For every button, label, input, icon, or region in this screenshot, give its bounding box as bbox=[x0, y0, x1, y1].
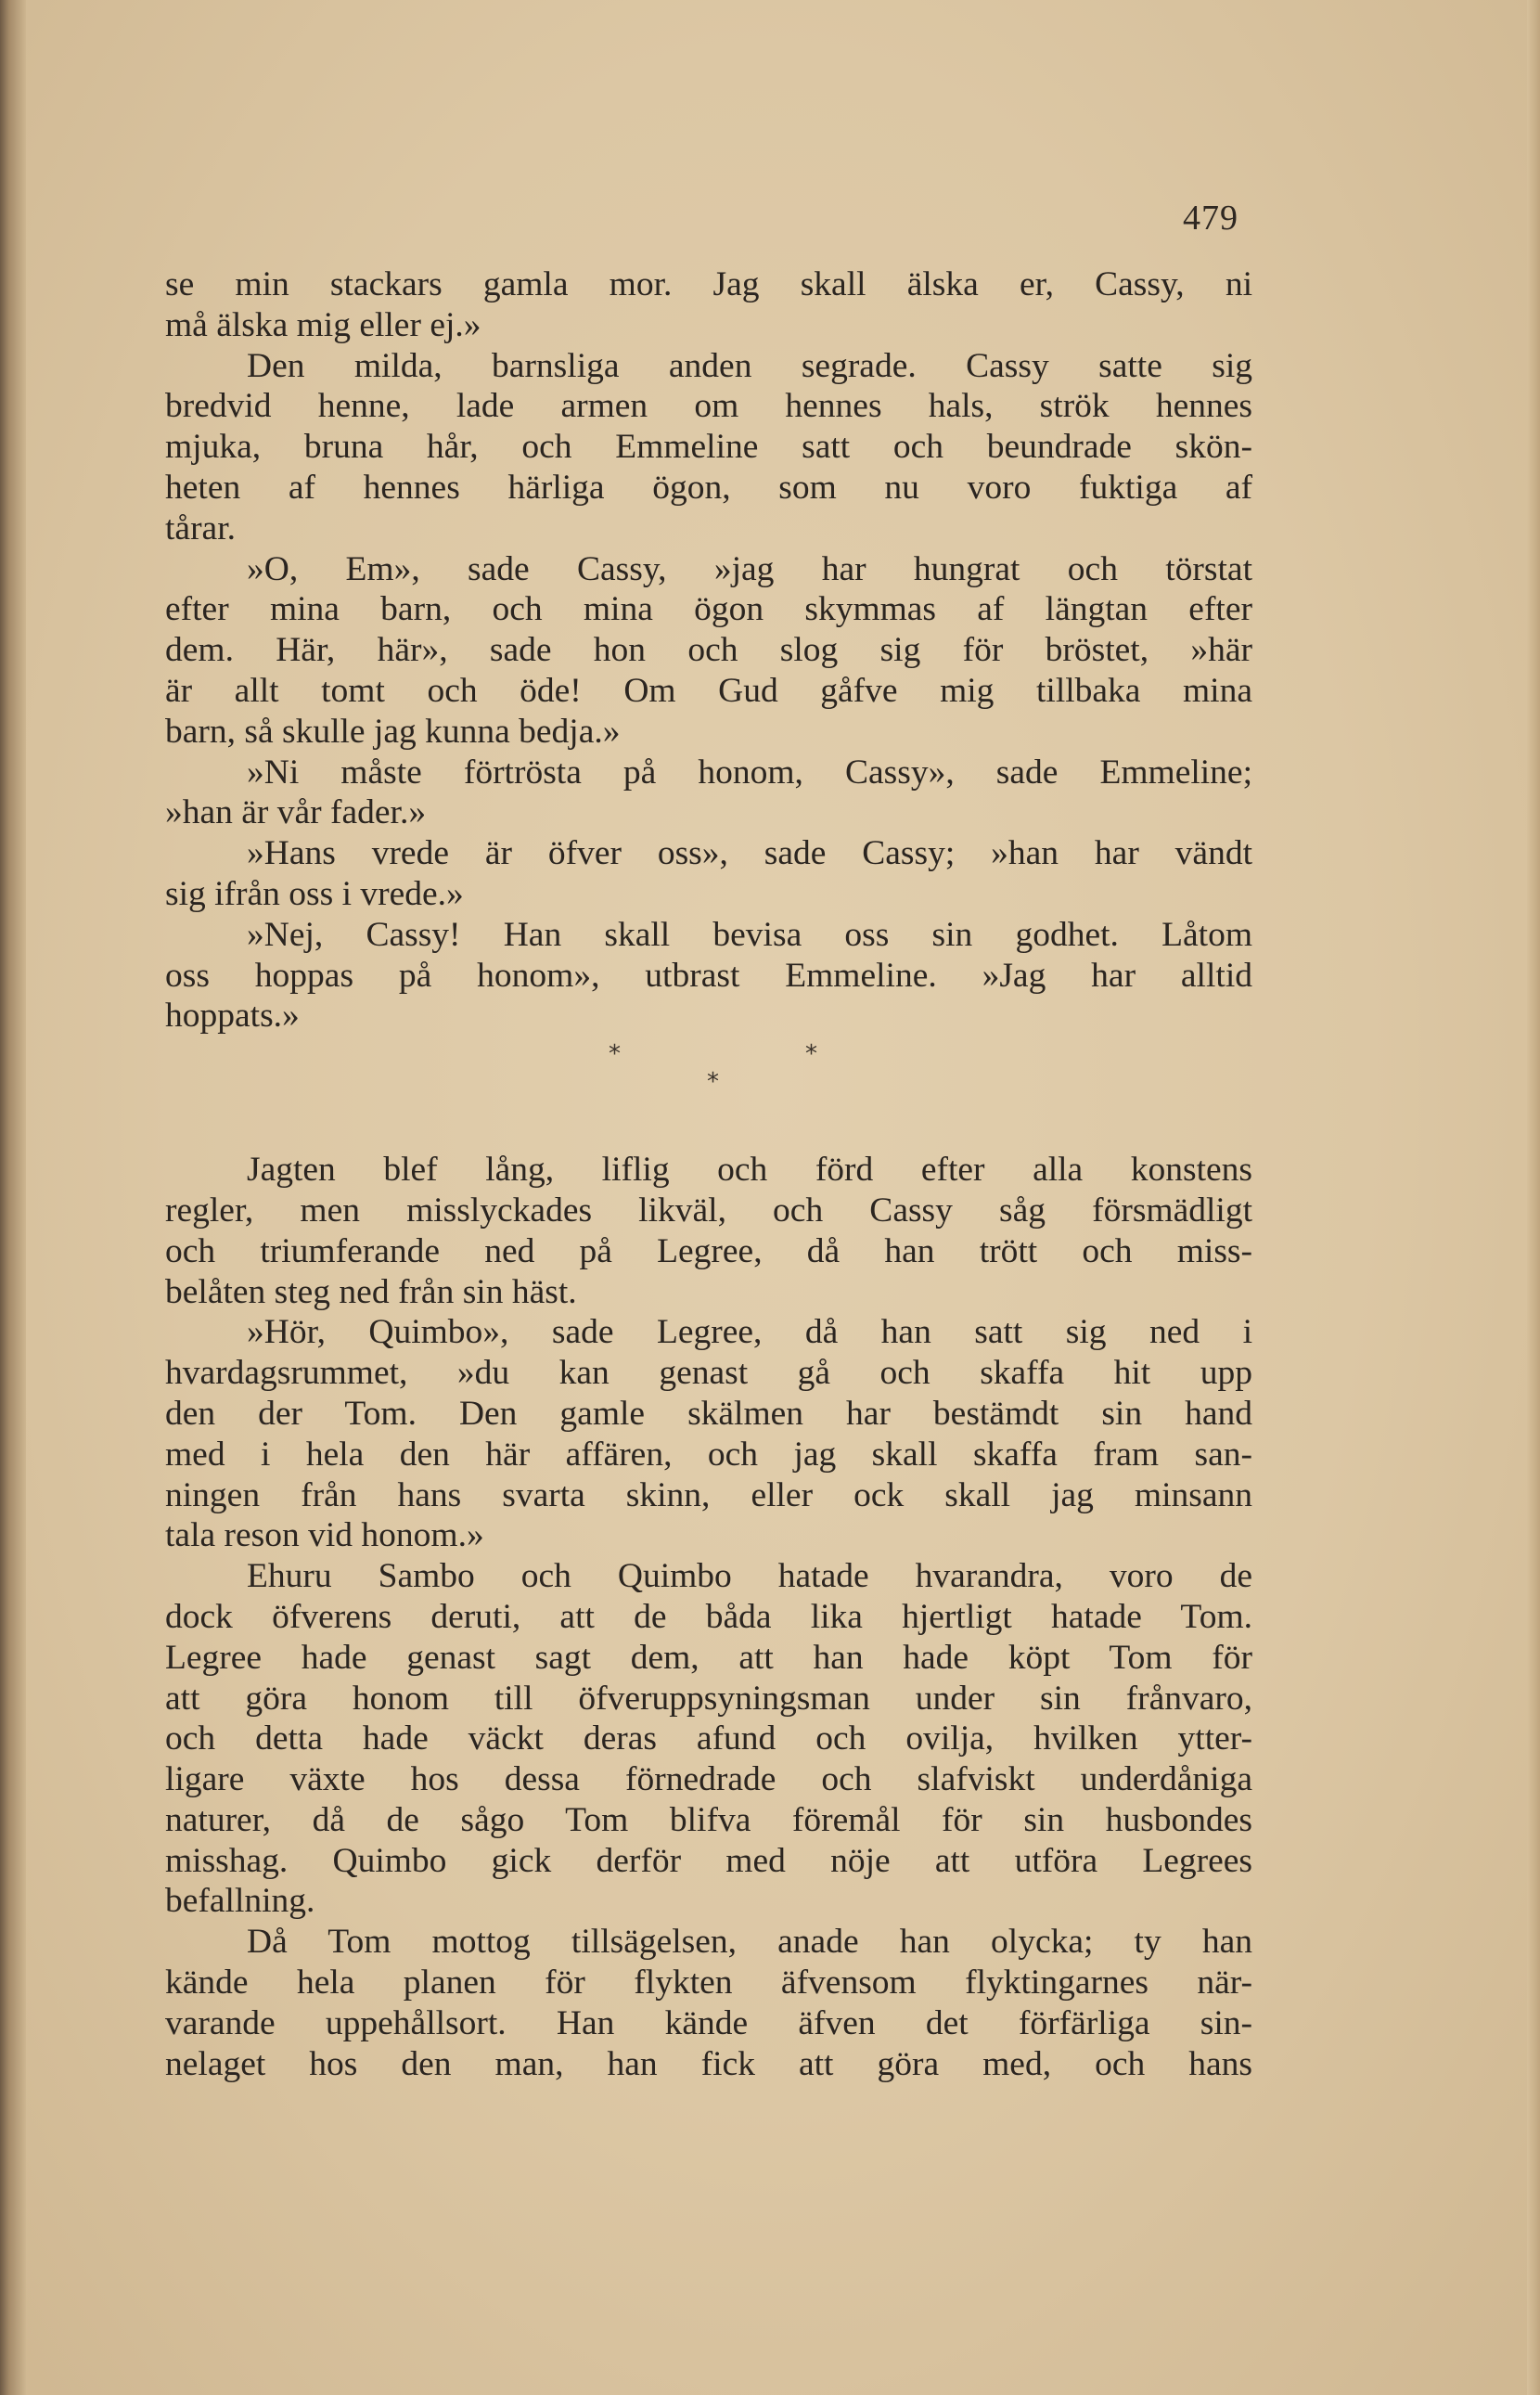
text-line: och triumferande ned på Legree, då han trött och miss- bbox=[165, 1231, 1252, 1270]
text-section-dialogue bbox=[165, 264, 1252, 1037]
text-line: Legree hade genast sagt dem, att han hade köpt Tom för bbox=[165, 1638, 1252, 1677]
asterisk-ornament: * bbox=[707, 1068, 719, 1097]
text-line: heten af hennes härliga ögon, som nu voro fuktiga af bbox=[165, 468, 1252, 507]
asterisk-ornament: * bbox=[609, 1040, 621, 1069]
text-line: »Nej, Cassy! Han skall bevisa oss sin godhet. Låtom bbox=[247, 915, 1252, 954]
text-line: ligare växte hos dessa förnedrade och slafviskt underdåniga bbox=[165, 1760, 1252, 1799]
body-text bbox=[165, 264, 1252, 2084]
text-line: befallning. bbox=[165, 1882, 315, 1921]
page-spine-shadow bbox=[0, 0, 26, 2395]
text-line: Jagten blef lång, liflig och förd efter alla konstens bbox=[247, 1151, 1252, 1190]
text-line: dock öfverens deruti, att de båda lika hjertligt hatade Tom. bbox=[165, 1597, 1252, 1636]
text-line: sig ifrån oss i vrede.» bbox=[165, 874, 464, 913]
text-line: »Hör, Quimbo», sade Legree, då han satt sig ned i bbox=[247, 1313, 1252, 1352]
text-line: mjuka, bruna hår, och Emmeline satt och beundrade skön- bbox=[165, 428, 1252, 467]
text-line: barn, så skulle jag kunna bedja.» bbox=[165, 712, 621, 751]
text-line: misshag. Quimbo gick derför med nöje att utföra Legrees bbox=[165, 1841, 1252, 1880]
text-line: bredvid henne, lade armen om hennes hals, strök hennes bbox=[165, 387, 1252, 426]
text-line: »O, Em», sade Cassy, »jag har hungrat och törstat bbox=[247, 549, 1252, 588]
asterisk-ornament: * bbox=[805, 1040, 817, 1069]
text-line: varande uppehållsort. Han kände äfven det förfärliga sin- bbox=[165, 2003, 1252, 2042]
text-line: belåten steg ned från sin häst. bbox=[165, 1272, 577, 1311]
page-number: 479 bbox=[1183, 199, 1238, 238]
text-line: Då Tom mottog tillsägelsen, anade han olycka; ty han bbox=[247, 1923, 1252, 1962]
text-line: hoppats.» bbox=[165, 997, 300, 1036]
text-line: Den milda, barnsliga anden segrade. Cassy satte sig bbox=[247, 346, 1252, 385]
text-line: »Hans vrede är öfver oss», sade Cassy; »han har vändt bbox=[247, 834, 1252, 873]
section-separator bbox=[165, 1040, 1252, 1129]
text-line: med i hela den här affären, och jag skall skaffa fram san- bbox=[165, 1435, 1252, 1474]
text-line: tala reson vid honom.» bbox=[165, 1516, 484, 1555]
text-section-narrative bbox=[165, 1150, 1252, 2084]
text-line: ningen från hans svarta skinn, eller ock skall jag minsann bbox=[165, 1475, 1252, 1514]
text-line: tårar. bbox=[165, 509, 236, 547]
text-line: efter mina barn, och mina ögon skymmas af längtan efter bbox=[165, 590, 1252, 629]
text-line: och detta hade väckt deras afund och ovilja, hvilken ytter- bbox=[165, 1719, 1252, 1758]
text-line: dem. Här, här», sade hon och slog sig för bröstet, »här bbox=[165, 631, 1252, 670]
text-line: »Ni måste förtrösta på honom, Cassy», sade Emmeline; bbox=[247, 753, 1252, 792]
text-line: oss hoppas på honom», utbrast Emmeline. »Jag har alltid bbox=[165, 956, 1252, 995]
text-line: är allt tomt och öde! Om Gud gåfve mig tillbaka mina bbox=[165, 671, 1252, 710]
text-line: nelaget hos den man, han fick att göra med, och hans bbox=[165, 2044, 1252, 2083]
text-line: Ehuru Sambo och Quimbo hatade hvarandra, voro de bbox=[247, 1557, 1252, 1596]
text-line: regler, men misslyckades likväl, och Cassy såg försmädligt bbox=[165, 1191, 1252, 1230]
text-line: den der Tom. Den gamle skälmen har bestämdt sin hand bbox=[165, 1394, 1252, 1433]
text-line: hvardagsrummet, »du kan genast gå och skaffa hit upp bbox=[165, 1354, 1252, 1393]
text-line: se min stackars gamla mor. Jag skall älska er, Cassy, ni bbox=[165, 265, 1252, 303]
text-line: naturer, då de sågo Tom blifva föremål för sin husbondes bbox=[165, 1800, 1252, 1839]
text-line: må älska mig eller ej.» bbox=[165, 305, 481, 344]
text-line: att göra honom till öfveruppsyningsman under sin frånvaro, bbox=[165, 1679, 1252, 1718]
page-edge bbox=[1527, 0, 1540, 2395]
text-line: »han är vår fader.» bbox=[165, 793, 427, 832]
text-line: kände hela planen för flykten äfvensom flyktingarnes när- bbox=[165, 1964, 1252, 2002]
